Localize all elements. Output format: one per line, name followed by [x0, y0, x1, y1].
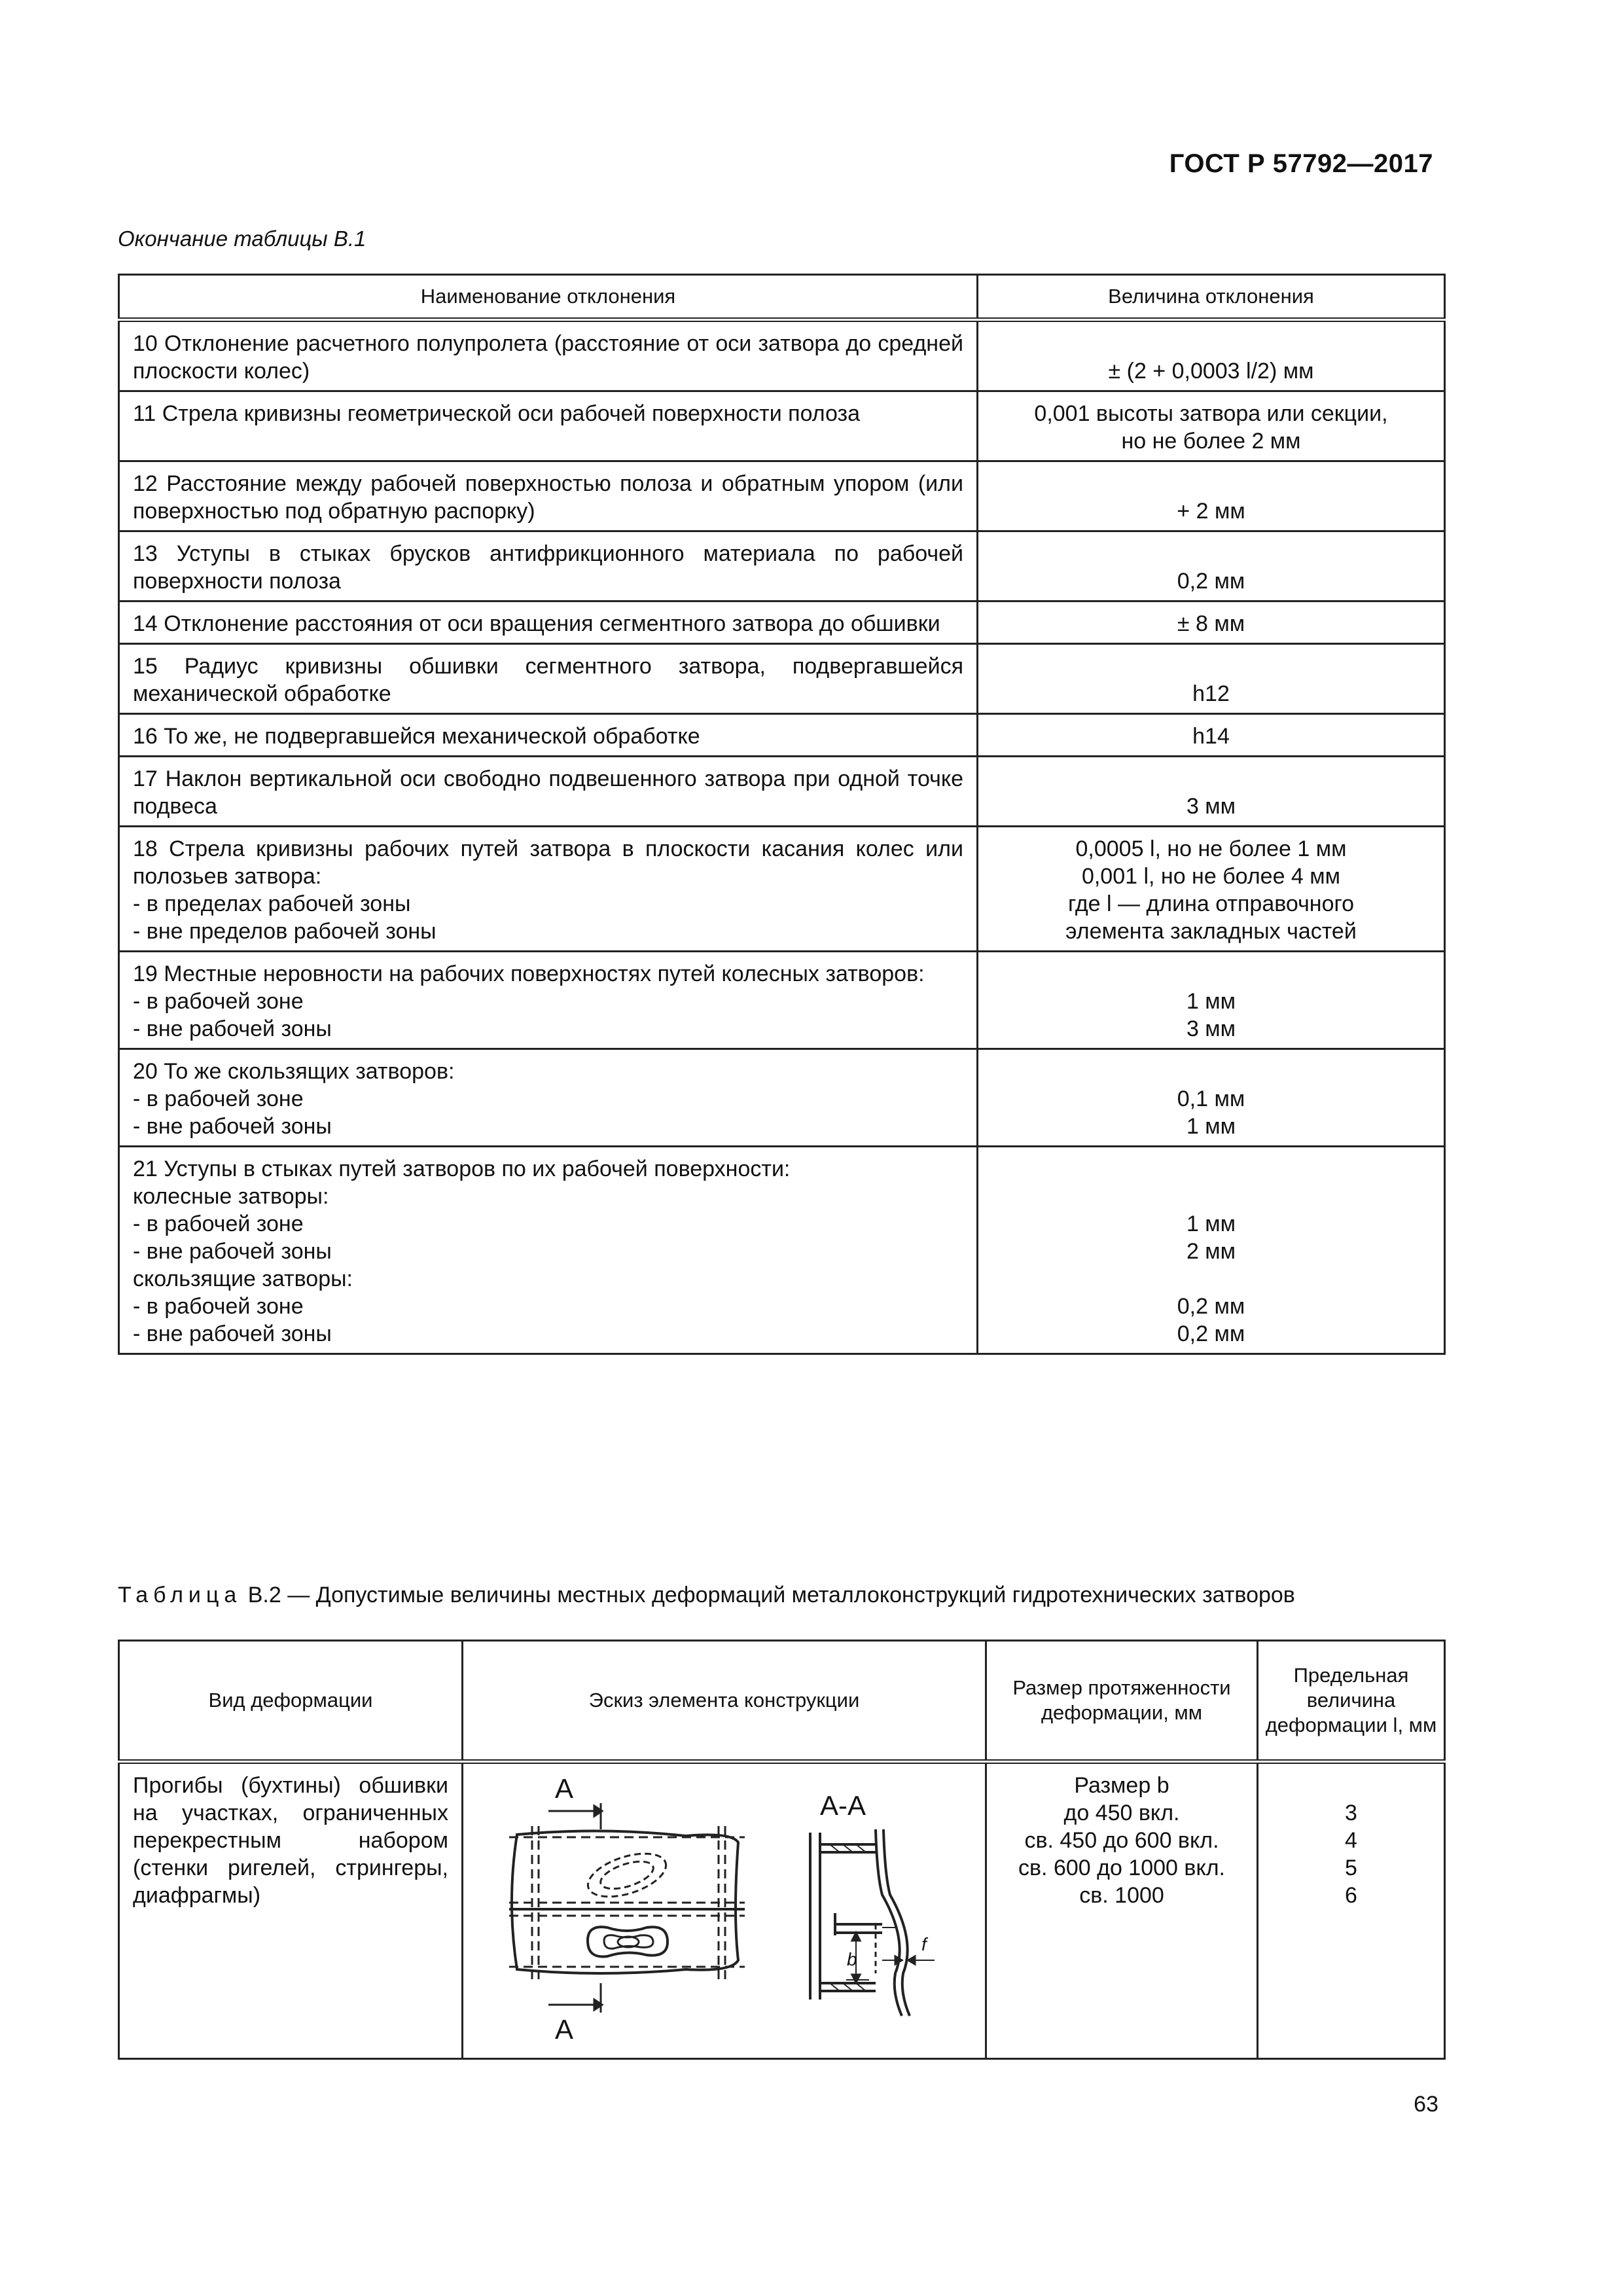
- deviation-value-cell: [978, 461, 1445, 531]
- table-row: [119, 531, 1445, 601]
- size-range: св. 1000: [1079, 1883, 1164, 1908]
- deviation-value: [991, 1265, 1431, 1293]
- table-header-row: [119, 275, 1445, 320]
- deviation-value: 0,1 мм: [1177, 1086, 1245, 1111]
- skin-plate: [876, 1829, 902, 2016]
- table-row: [119, 714, 1445, 757]
- deviation-name-cell: [119, 714, 978, 757]
- deviation-name: 17 Наклон вертикальной оси свободно подвешенного затвора при одной точке подвеса: [133, 766, 963, 819]
- table-row: [119, 644, 1445, 714]
- table-row: [119, 461, 1445, 531]
- table2-caption-text: В.2 — Допустимые величины местных деформаций металлоконструкций гидротехнических затворов: [241, 1583, 1295, 1607]
- deviation-name: 16 То же, не подвергавшейся механической обработке: [133, 724, 700, 749]
- table-header-row: [119, 1641, 1445, 1762]
- page-number: 63: [1414, 2092, 1438, 2117]
- section-view-label: А-А: [820, 1790, 866, 1821]
- deviation-value: 1 мм: [1186, 989, 1236, 1014]
- deviation-name-cell: [119, 461, 978, 531]
- deviation-value: ± (2 + 0,0003 l/2) мм: [1108, 359, 1314, 384]
- deviation-sub-item: - в рабочей зоне: [133, 1210, 963, 1238]
- table-row: [119, 952, 1445, 1049]
- column-header-name: Наименование отклонения: [119, 275, 978, 320]
- section-label-bottom: А: [555, 2014, 574, 2045]
- deviation-value: 0,2 мм: [1177, 1321, 1245, 1346]
- deviation-value: ± 8 мм: [1177, 611, 1245, 636]
- deviation-sub-item: - вне рабочей зоны: [133, 1113, 963, 1140]
- sketch-cell: [463, 1762, 986, 2059]
- deviation-name-cell: [119, 601, 978, 644]
- deviation-name: 12 Расстояние между рабочей поверхностью полоза и обратным упором (или поверхностью под обратную распорку): [133, 471, 963, 524]
- deviation-value: 3 мм: [1186, 1016, 1236, 1041]
- table-row: [119, 827, 1445, 952]
- deviation-name: 13 Уступы в стыках брусков антифрикционного материала по рабочей поверхности полоза: [133, 541, 963, 594]
- table2-caption-prefix: Таблица: [118, 1583, 242, 1607]
- deviation-value: 0,2 мм: [1177, 569, 1245, 594]
- table-row: [119, 1147, 1445, 1354]
- deformation-contour-lower: [588, 1927, 668, 1956]
- deviation-name-cell: [119, 952, 978, 1049]
- deviation-name-cell: [119, 827, 978, 952]
- deviation-value-cell: [978, 601, 1445, 644]
- deformation-table: [118, 1640, 1446, 2060]
- column-header-limit: Предельная величина деформации l, мм: [1258, 1641, 1445, 1762]
- deviation-name: 14 Отклонение расстояния от оси вращения сегментного затвора до обшивки: [133, 611, 940, 636]
- limit-value: 3: [1345, 1801, 1357, 1825]
- deviation-value: элемента закладных частей: [1065, 919, 1357, 944]
- deviation-name-cell: [119, 644, 978, 714]
- deviation-sub-item: - вне рабочей зоны: [133, 1320, 963, 1348]
- deviation-sub-item: - в рабочей зоне: [133, 1293, 963, 1320]
- deviation-name: 11 Стрела кривизны геометрической оси рабочей поверхности полоза: [133, 401, 860, 426]
- deviation-value-cell: [978, 1147, 1445, 1354]
- deviation-value-cell: [978, 320, 1445, 391]
- table1-caption: Окончание таблицы В.1: [118, 226, 366, 251]
- deviation-value: h14: [1192, 724, 1230, 749]
- deviation-value: 0,0005 l, но не более 1 мм: [1075, 836, 1347, 861]
- dimension-label-b: b: [847, 1949, 857, 1969]
- size-heading: Размер b: [1074, 1773, 1169, 1798]
- deviation-value: 3 мм: [1186, 794, 1236, 819]
- table-row: [119, 391, 1445, 461]
- deviation-sub-item: - вне пределов рабочей зоны: [133, 918, 963, 945]
- deviation-value-cell: [978, 714, 1445, 757]
- column-header-value: Величина отклонения: [978, 275, 1445, 320]
- table-row: [119, 320, 1445, 391]
- deviation-value-cell: [978, 952, 1445, 1049]
- table-row: [119, 601, 1445, 644]
- deviation-value: h12: [1192, 681, 1230, 706]
- deformation-kind: Прогибы (бухтины) обшивки на участках, ограниченных перекрестным набором (стенки ригелей, стрингеры, диафрагмы): [119, 1762, 463, 2059]
- deviation-name: 20 То же скользящих затворов:: [133, 1059, 455, 1084]
- deviation-name-cell: [119, 757, 978, 827]
- standard-code: ГОСТ Р 57792—2017: [1169, 149, 1433, 178]
- column-header-size: Размер протяженности деформации, мм: [986, 1641, 1258, 1762]
- deviation-name: 10 Отклонение расчетного полупролета (расстояние от оси затвора до средней плоскости колес): [133, 331, 963, 384]
- deviation-sub-item: колесные затворы:: [133, 1184, 329, 1209]
- limit-value: 4: [1345, 1828, 1357, 1853]
- deviation-name: 21 Уступы в стыках путей затворов по их рабочей поверхности:: [133, 1157, 791, 1181]
- table-row: [119, 1762, 1445, 2059]
- section-label-top: А: [555, 1773, 574, 1804]
- deviation-sub-item: - в рабочей зоне: [133, 988, 963, 1015]
- deviation-sub-item: - в пределах рабочей зоны: [133, 890, 963, 918]
- deviation-sub-item: скользящие затворы:: [133, 1266, 353, 1291]
- deviation-sub-item: - в рабочей зоне: [133, 1085, 963, 1113]
- deviation-value-cell: [978, 531, 1445, 601]
- deviation-value: + 2 мм: [1177, 499, 1245, 524]
- deviation-value: 1 мм: [1186, 1211, 1236, 1236]
- limit-cell: [1258, 1762, 1445, 2059]
- deviation-name-cell: [119, 531, 978, 601]
- size-range: до 450 вкл.: [1063, 1801, 1180, 1825]
- deviation-sub-item: - вне рабочей зоны: [133, 1015, 963, 1043]
- deviation-value-cell: [978, 1049, 1445, 1147]
- deformation-sketch: [463, 1764, 987, 2045]
- deviation-table: [118, 274, 1446, 1355]
- dimension-label-f: f: [921, 1934, 927, 1954]
- deviation-name: 19 Местные неровности на рабочих поверхностях путей колесных затворов:: [133, 961, 925, 986]
- deviation-value: 0,001 высоты затвора или секции,: [1034, 401, 1388, 426]
- size-range: св. 450 до 600 вкл.: [1024, 1828, 1219, 1853]
- deviation-value-cell: [978, 644, 1445, 714]
- table-row: [119, 1049, 1445, 1147]
- deformation-contour-upper: [582, 1845, 671, 1905]
- table2-caption: [118, 1583, 1295, 1608]
- size-cell: [986, 1762, 1258, 2059]
- deviation-value-cell: [978, 827, 1445, 952]
- limit-value: 5: [1345, 1856, 1357, 1880]
- deviation-value: где l — длина отправочного: [1067, 891, 1355, 916]
- deviation-value-cell: [978, 391, 1445, 461]
- deviation-name-cell: [119, 320, 978, 391]
- limit-value: 6: [1345, 1883, 1357, 1908]
- table-row: [119, 757, 1445, 827]
- deviation-name-cell: [119, 1147, 978, 1354]
- deviation-value: 0,001 l, но не более 4 мм: [1081, 864, 1341, 889]
- deviation-value-cell: [978, 757, 1445, 827]
- deviation-name: 15 Радиус кривизны обшивки сегментного затвора, подвергавшейся механической обработке: [133, 654, 963, 706]
- deviation-value: но не более 2 мм: [1121, 429, 1301, 454]
- column-header-kind: Вид деформации: [119, 1641, 463, 1762]
- column-header-sketch: Эскиз элемента конструкции: [463, 1641, 986, 1762]
- deviation-value: 2 мм: [1186, 1239, 1236, 1264]
- deviation-value: 1 мм: [1186, 1114, 1236, 1139]
- deviation-sub-item: - вне рабочей зоны: [133, 1238, 963, 1265]
- deviation-name-cell: [119, 1049, 978, 1147]
- deviation-name-cell: [119, 391, 978, 461]
- deviation-value: 0,2 мм: [1177, 1294, 1245, 1319]
- deviation-name: 18 Стрела кривизны рабочих путей затвора в плоскости касания колес или полозьев затвора:: [133, 836, 963, 889]
- size-range: св. 600 до 1000 вкл.: [1018, 1856, 1225, 1880]
